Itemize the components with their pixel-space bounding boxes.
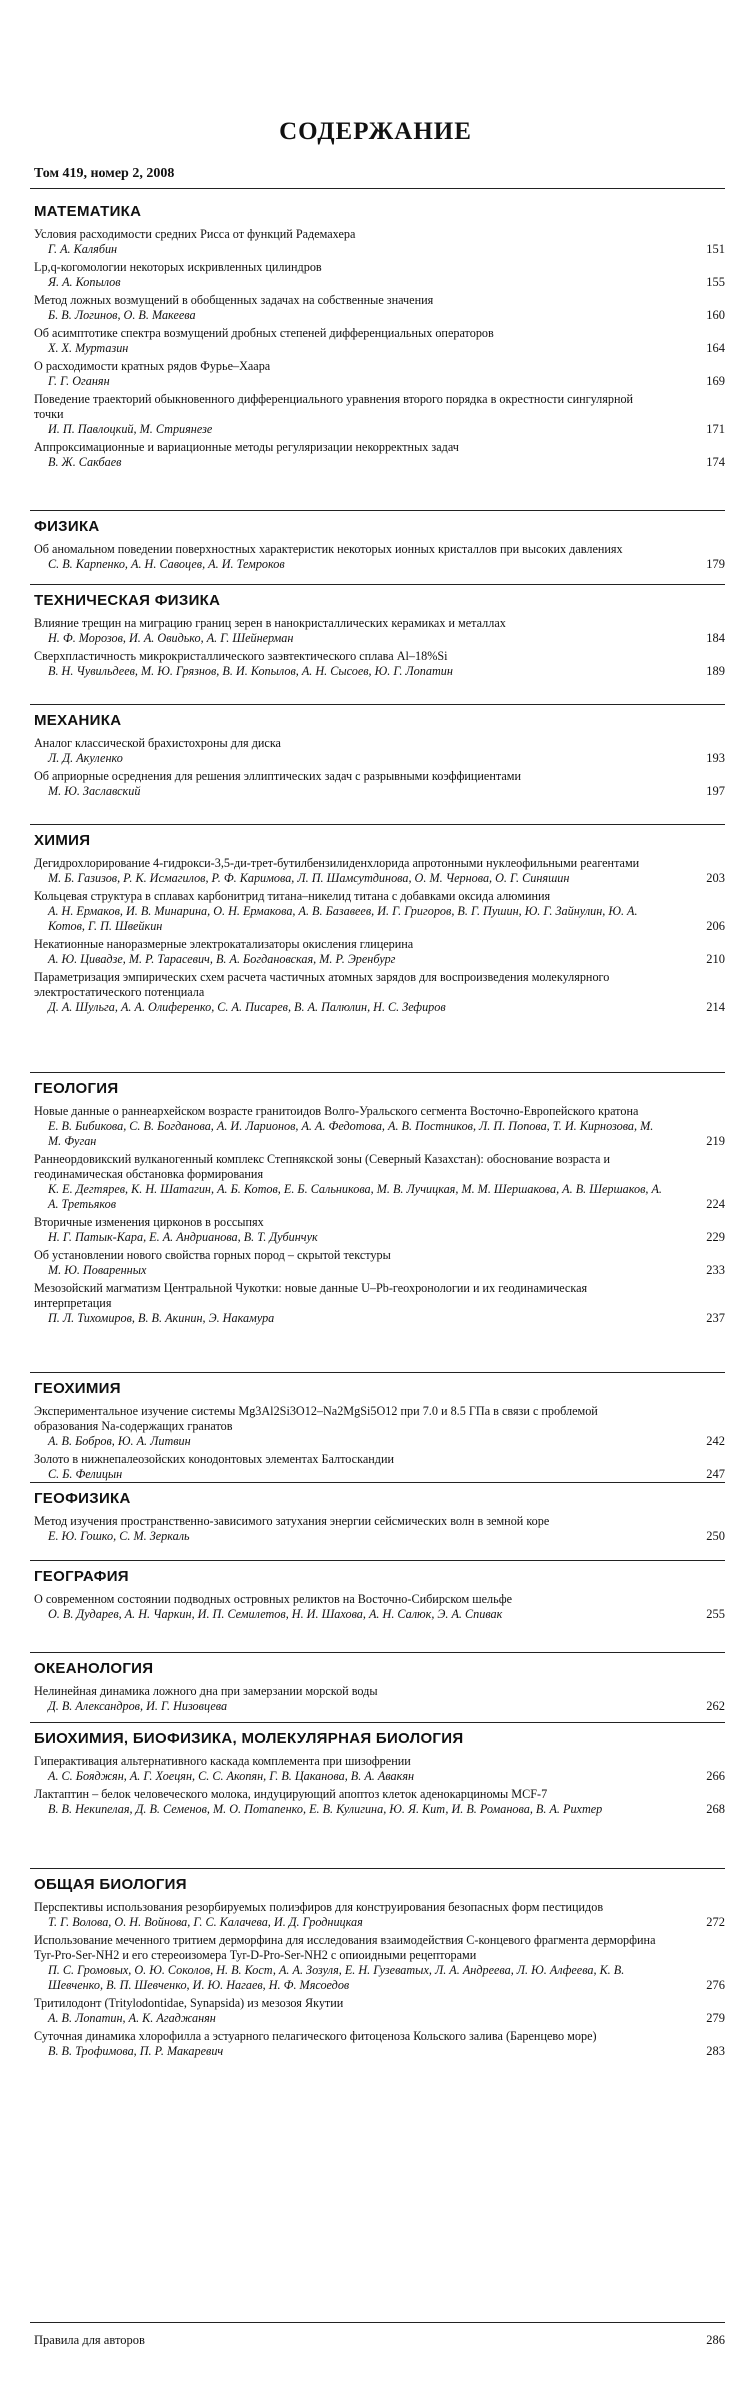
article-authors: Е. В. Бибикова, С. В. Богданова, А. И. Ларионов, А. А. Федотова, А. В. Постников, Л. П. Попова, Т. И. Кирнозова, М. М. Фуган — [48, 1119, 654, 1148]
article-authors: Н. Г. Патык-Кара, Е. А. Андрианова, В. Т. Дубинчук — [48, 1230, 318, 1244]
article-title: О расходимости кратных рядов Фурье–Хаара — [34, 359, 271, 373]
toc-entry — [34, 260, 725, 290]
toc-entry — [34, 2029, 725, 2059]
article-title: Об асимптотике спектра возмущений дробных степеней дифференциальных операторов — [34, 326, 494, 340]
article-authors: М. Ю. Поваренных — [48, 1263, 147, 1277]
page-title: СОДЕРЖАНИЕ — [279, 118, 472, 145]
authors-guidelines-page: 286 — [706, 2333, 725, 2347]
article-title: Об априорные осреднения для решения эллиптических задач с разрывными коэффициентами — [34, 769, 521, 783]
article-authors: П. Л. Тихомиров, В. В. Акинин, Э. Накамура — [48, 1311, 275, 1325]
article-title: Перспективы использования резорбируемых полиэфиров для конструирования безопасных форм пестицидов — [34, 1900, 604, 1914]
page-number: 247 — [706, 1467, 725, 1481]
section-divider — [30, 1072, 725, 1073]
article-authors: А. Н. Ермаков, И. В. Минарина, О. Н. Ермакова, А. В. Базавеев, И. Г. Григоров, В. Г. Пушин, Ю. Г. Зайнулин, Ю. А. Котов, Г. П. Швейкин — [48, 904, 638, 933]
article-authors: Т. Г. Волова, О. Н. Войнова, Г. С. Калачева, И. Д. Гродницкая — [48, 1915, 363, 1929]
article-authors: Х. Х. Муртазин — [48, 341, 129, 355]
article-title: Раннеордовикский вулканогенный комплекс Степнякской зоны (Северный Казахстан): обоснование возраста и геодинамическая обстановка формирования — [34, 1152, 610, 1181]
section — [30, 1660, 725, 1717]
toc-entry — [34, 937, 725, 967]
toc-entry — [34, 856, 725, 886]
page-number: 171 — [706, 422, 725, 436]
article-title: Сверхпластичность микрокристаллического заэвтектического сплава Al–18%Si — [34, 649, 448, 663]
volume-info: Том 419, номер 2, 2008 — [34, 166, 175, 181]
article-title: Мезозойский магматизм Центральной Чукотки: новые данные U–Pb-геохронологии и их геодинамическая интерпретация — [34, 1281, 588, 1310]
toc-entry — [34, 1592, 725, 1622]
section-divider — [30, 1652, 725, 1653]
article-authors: О. В. Дударев, А. Н. Чаркин, И. П. Семилетов, Н. И. Шахова, А. Н. Салюк, Э. А. Спивак — [48, 1607, 503, 1621]
section-heading: ТЕХНИЧЕСКАЯ ФИЗИКА — [34, 592, 221, 609]
article-authors: А. В. Лопатин, А. К. Агаджанян — [48, 2011, 216, 2025]
article-title: Экспериментальное изучение системы Mg3Al2Si3O12–Na2MgSi5O12 при 7.0 и 8.5 ГПа в связи с проблемой образования Na-содержащих гранатов — [34, 1404, 598, 1433]
article-authors: В. В. Некипелая, Д. В. Семенов, М. О. Потапенко, Е. В. Кулигина, Ю. Я. Кит, И. В. Романова, В. А. Рихтер — [48, 1802, 603, 1816]
article-authors: Е. Ю. Гошко, С. М. Зеркаль — [48, 1529, 190, 1543]
toc-entry — [34, 649, 725, 679]
section-heading: ФИЗИКА — [34, 518, 100, 535]
toc-entry — [34, 1152, 725, 1212]
section-divider — [30, 1722, 725, 1723]
article-title: Об установлении нового свойства горных пород – скрытой текстуры — [34, 1248, 391, 1262]
article-title: Дегидрохлорирование 4-гидрокси-3,5-ди-трет-бутилбензилиденхлорида апротонными нуклеофильными реагентами — [34, 856, 640, 870]
article-title: Lp,q-когомологии некоторых искривленных цилиндров — [34, 260, 322, 274]
article-authors: С. В. Карпенко, А. Н. Савоцев, А. И. Темроков — [48, 557, 285, 571]
toc-entry — [34, 1452, 725, 1482]
section — [30, 518, 725, 575]
article-title: Метод изучения пространственно-зависимого затухания энергии сейсмических волн в земной коре — [34, 1514, 550, 1528]
page-number: 214 — [706, 1000, 725, 1014]
article-authors: М. Б. Газизов, Р. К. Исмагилов, Р. Ф. Каримова, Л. П. Шамсутдинова, О. М. Чернова, О. Г. Синяшин — [48, 871, 570, 885]
section — [30, 203, 725, 473]
page-number: 279 — [706, 2011, 725, 2025]
toc-entry — [34, 1684, 725, 1714]
page-number: 189 — [706, 664, 725, 678]
article-authors: Г. Г. Оганян — [48, 374, 110, 388]
page-number: 197 — [706, 784, 725, 798]
article-title: Кольцевая структура в сплавах карбонитрид титана–никелид титана с добавками оксида алюминия — [34, 889, 551, 903]
section-heading: ГЕОФИЗИКА — [34, 1490, 131, 1507]
article-authors: А. С. Бояджян, А. Г. Хоецян, С. С. Акопян, Г. В. Цаканова, В. А. Авакян — [48, 1769, 415, 1783]
article-title: О современном состоянии подводных островных реликтов на Восточно-Сибирском шельфе — [34, 1592, 512, 1606]
article-authors: В. В. Трофимова, П. Р. Макаревич — [48, 2044, 224, 2058]
page-number: 268 — [706, 1802, 725, 1816]
article-title: Тритилодонт (Tritylodontidae, Synapsida) из мезозоя Якутии — [34, 1996, 344, 2010]
toc-entry — [34, 889, 725, 934]
page-number: 250 — [706, 1529, 725, 1543]
section-divider — [30, 510, 725, 511]
section — [30, 592, 725, 682]
section-divider — [30, 704, 725, 705]
page-number: 206 — [706, 919, 725, 933]
section-divider — [30, 1372, 725, 1373]
article-authors: И. П. Павлоцкий, М. Стриянезе — [48, 422, 213, 436]
section-heading: ХИМИЯ — [34, 832, 91, 849]
toc-entry — [34, 616, 725, 646]
authors-guidelines-title: Правила для авторов — [34, 2333, 145, 2347]
section — [30, 1568, 725, 1625]
article-authors: А. Ю. Цивадзе, М. Р. Тарасевич, В. А. Богдановская, М. Р. Эренбург — [48, 952, 396, 966]
toc-entry — [34, 1281, 725, 1326]
page-number: 262 — [706, 1699, 725, 1713]
page-number: 229 — [706, 1230, 725, 1244]
footer-divider — [30, 2322, 725, 2323]
section-divider — [30, 584, 725, 585]
section-heading: ГЕОЛОГИЯ — [34, 1080, 119, 1097]
toc-entry — [34, 970, 725, 1015]
article-authors: К. Е. Дегтярев, К. Н. Шатагин, А. Б. Котов, Е. Б. Сальникова, М. В. Лучицкая, М. М. Шершакова, А. В. Шершаков, А. А. Третьяков — [48, 1182, 662, 1211]
page-number: 193 — [706, 751, 725, 765]
toc-entry — [34, 440, 725, 470]
page-number: 151 — [706, 242, 725, 256]
page-number: 272 — [706, 1915, 725, 1929]
article-authors: Л. Д. Акуленко — [48, 751, 123, 765]
article-title: Суточная динамика хлорофилла а эстуарного пелагического фитоценоза Кольского залива (Баренцево море) — [34, 2029, 597, 2043]
article-title: Гиперактивация альтернативного каскада комплемента при шизофрении — [34, 1754, 411, 1768]
page-number: 155 — [706, 275, 725, 289]
toc-entry — [34, 326, 725, 356]
article-authors: Б. В. Логинов, О. В. Макеева — [48, 308, 196, 322]
article-authors: П. С. Громовых, О. Ю. Соколов, Н. В. Кост, А. А. Зозуля, Е. Н. Гузеватых, Л. А. Андреева, Л. Ю. Алфеева, К. В. Шевченко, В. П. Шевченко, И. Ю. Нагаев, Н. Ф. Мясоедов — [48, 1963, 625, 1992]
article-title: Вторичные изменения цирконов в россыпях — [34, 1215, 264, 1229]
toc-entry — [34, 769, 725, 799]
toc-entry — [34, 1514, 725, 1544]
toc-entry — [34, 542, 725, 572]
section-divider — [30, 1482, 725, 1483]
article-authors: Г. А. Калябин — [48, 242, 118, 256]
article-title: Влияние трещин на миграцию границ зерен в нанокристаллических керамиках и металлах — [34, 616, 506, 630]
page-number: 203 — [706, 871, 725, 885]
page-number: 160 — [706, 308, 725, 322]
article-authors: В. Ж. Сакбаев — [48, 455, 122, 469]
toc-entry — [34, 1104, 725, 1149]
toc-entry — [34, 1248, 725, 1278]
article-authors: В. Н. Чувильдеев, М. Ю. Грязнов, В. И. Копылов, А. Н. Сысоев, Ю. Г. Лопатин — [48, 664, 453, 678]
section — [30, 1380, 725, 1485]
article-title: Использование меченного тритием дерморфина для исследования взаимодействия С-концевого фрагмента дерморфина Tyr-Pro-Ser-NH2 и его стереоизомера Tyr-D-Pro-Ser-NH2 с опиоидными рецепторами — [34, 1933, 656, 1962]
toc-entry — [34, 293, 725, 323]
article-title: Условия расходимости средних Рисса от функций Радемахера — [34, 227, 356, 241]
page-number: 169 — [706, 374, 725, 388]
article-title: Аналог классической брахистохроны для диска — [34, 736, 281, 750]
toc-entry — [34, 359, 725, 389]
article-title: Метод ложных возмущений в обобщенных задачах на собственные значения — [34, 293, 434, 307]
page-number: 233 — [706, 1263, 725, 1277]
article-title: Параметризация эмпирических схем расчета частичных атомных зарядов для воспроизведения молекулярного электростатического потенциала — [34, 970, 610, 999]
page-number: 179 — [706, 557, 725, 571]
section-heading: БИОХИМИЯ, БИОФИЗИКА, МОЛЕКУЛЯРНАЯ БИОЛОГИЯ — [34, 1730, 464, 1747]
page-number: 184 — [706, 631, 725, 645]
article-authors: Я. А. Копылов — [48, 275, 121, 289]
page-number: 276 — [706, 1978, 725, 1992]
article-authors: Д. А. Шульга, А. А. Олиференко, С. А. Писарев, В. А. Палюлин, Н. С. Зефиров — [48, 1000, 446, 1014]
section — [30, 1730, 725, 1820]
article-title: Некатионные наноразмерные электрокатализаторы окисления глицерина — [34, 937, 414, 951]
page-number: 219 — [706, 1134, 725, 1148]
page-number: 210 — [706, 952, 725, 966]
article-authors: Д. В. Александров, И. Г. Низовцева — [48, 1699, 228, 1713]
section-heading: ГЕОГРАФИЯ — [34, 1568, 129, 1585]
page-number: 255 — [706, 1607, 725, 1621]
article-authors: М. Ю. Заславский — [48, 784, 141, 798]
section-heading: МАТЕМАТИКА — [34, 203, 142, 220]
article-title: Новые данные о раннеархейском возрасте гранитоидов Волго-Уральского сегмента Восточно-Европейского кратона — [34, 1104, 639, 1118]
toc-entry — [34, 736, 725, 766]
section-heading: ОБЩАЯ БИОЛОГИЯ — [34, 1876, 187, 1893]
section-divider — [30, 824, 725, 825]
toc-entry — [34, 1404, 725, 1449]
authors-guidelines-entry — [34, 2333, 725, 2348]
page-number: 266 — [706, 1769, 725, 1783]
section — [30, 1876, 725, 2062]
article-authors: Н. Ф. Морозов, И. А. Овидько, А. Г. Шейнерман — [48, 631, 294, 645]
article-title: Об аномальном поведении поверхностных характеристик некоторых ионных кристаллов при высоких давлениях — [34, 542, 623, 556]
toc-entry — [34, 1787, 725, 1817]
toc-entry — [34, 1215, 725, 1245]
page-number: 224 — [706, 1197, 725, 1211]
article-title: Лактаптин – белок человеческого молока, индуцирующий апоптоз клеток аденокарциномы MCF-7 — [34, 1787, 548, 1801]
section-divider — [30, 1560, 725, 1561]
page-number: 283 — [706, 2044, 725, 2058]
page-number: 242 — [706, 1434, 725, 1448]
section — [30, 1080, 725, 1329]
toc-entry — [34, 1900, 725, 1930]
section-divider — [30, 1868, 725, 1869]
toc-entry — [34, 392, 725, 437]
article-authors: С. Б. Фелицын — [48, 1467, 123, 1481]
section — [30, 832, 725, 1018]
toc-entry — [34, 1754, 725, 1784]
toc-entry — [34, 1996, 725, 2026]
article-title: Нелинейная динамика ложного дна при замерзании морской воды — [34, 1684, 378, 1698]
page-number: 164 — [706, 341, 725, 355]
page-number: 237 — [706, 1311, 725, 1325]
section — [30, 712, 725, 802]
article-authors: А. В. Бобров, Ю. А. Литвин — [48, 1434, 191, 1448]
top-divider — [30, 188, 725, 189]
article-title: Аппроксимационные и вариационные методы регуляризации некорректных задач — [34, 440, 459, 454]
section — [30, 1490, 725, 1547]
toc-entry — [34, 227, 725, 257]
section-heading: ГЕОХИМИЯ — [34, 1380, 121, 1397]
article-title: Поведение траекторий обыкновенного дифференциального уравнения второго порядка в окрестности сингулярной точки — [34, 392, 634, 421]
page-number: 174 — [706, 455, 725, 469]
section-heading: МЕХАНИКА — [34, 712, 122, 729]
section-heading: ОКЕАНОЛОГИЯ — [34, 1660, 154, 1677]
toc-entry — [34, 1933, 725, 1993]
article-title: Золото в нижнепалеозойских конодонтовых элементах Балтоскандии — [34, 1452, 395, 1466]
